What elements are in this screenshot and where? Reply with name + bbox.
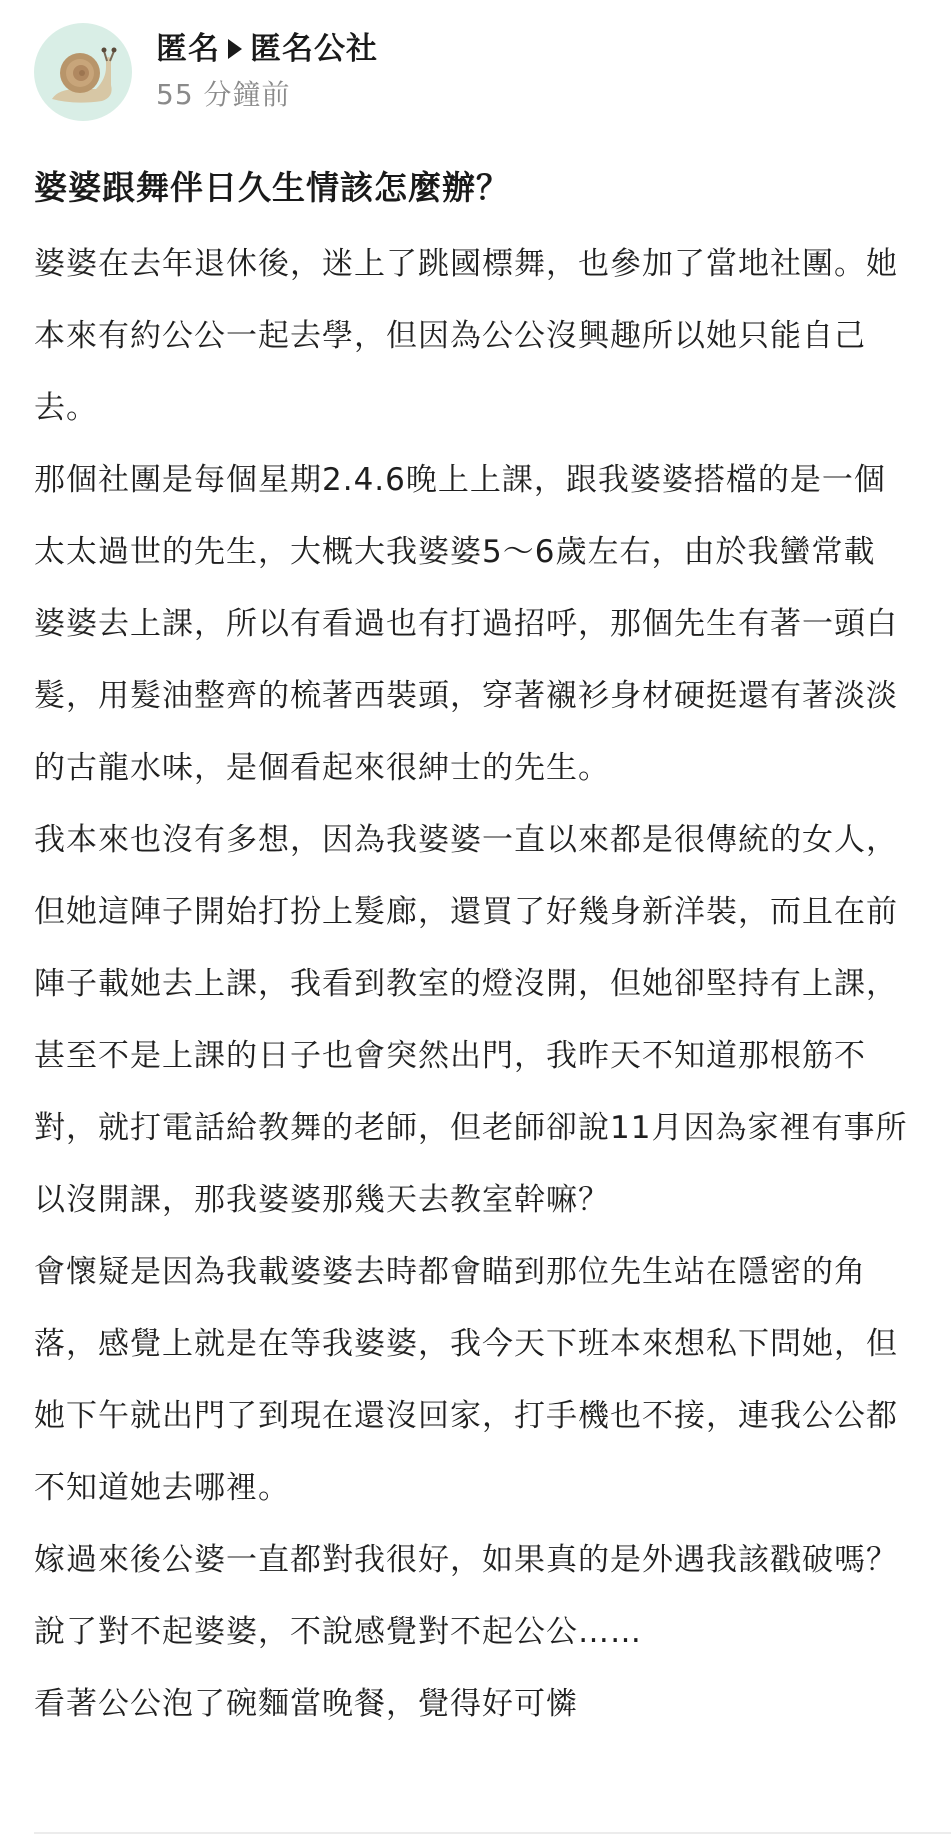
- body-line: 不知道她去哪裡。: [34, 1470, 290, 1506]
- body-line: 婆婆在去年退休後，迷上了跳國標舞，也參加了當地社團。她: [34, 246, 898, 282]
- body-line: 她下午就出門了到現在還沒回家，打手機也不接，連我公公都: [34, 1398, 898, 1434]
- play-arrow-icon: [228, 39, 242, 59]
- author-line: [156, 29, 378, 69]
- body-line: 去。: [34, 390, 98, 426]
- body-line: 那個社團是每個星期2.4.6晚上上課，跟我婆婆搭檔的是一個: [34, 462, 886, 498]
- body-line: 落，感覺上就是在等我婆婆，我今天下班本來想私下問她，但: [34, 1326, 898, 1362]
- body-line: 以沒開課，那我婆婆那幾天去教室幹嘛？: [34, 1182, 610, 1218]
- body-line: 對，就打電話給教舞的老師，但老師卻說11月因為家裡有事所: [34, 1110, 908, 1146]
- board-name[interactable]: 匿名公社: [250, 31, 378, 67]
- post-time: 55 分鐘前: [156, 78, 291, 111]
- snail-avatar-icon: [34, 23, 132, 121]
- divider: [34, 1832, 951, 1834]
- body-line: 陣子載她去上課，我看到教室的燈沒開，但她卻堅持有上課，: [34, 966, 898, 1002]
- body-line: 的古龍水味，是個看起來很紳士的先生。: [34, 750, 610, 786]
- post-title: 婆婆跟舞伴日久生情該怎麼辦？: [34, 168, 510, 207]
- body-line: 太太過世的先生，大概大我婆婆5～6歲左右，由於我蠻常載: [34, 534, 876, 570]
- avatar[interactable]: [34, 23, 132, 121]
- body-line: 嫁過來後公婆一直都對我很好，如果真的是外遇我該戳破嗎？: [34, 1542, 898, 1578]
- body-line: 會懷疑是因為我載婆婆去時都會瞄到那位先生站在隱密的角: [34, 1254, 866, 1290]
- body-line: 但她這陣子開始打扮上髮廊，還買了好幾身新洋裝，而且在前: [34, 894, 898, 930]
- body-line: 髮，用髮油整齊的梳著西裝頭，穿著襯衫身材硬挺還有著淡淡: [34, 678, 898, 714]
- body-line: 本來有約公公一起去學，但因為公公沒興趣所以她只能自己: [34, 318, 866, 354]
- post-meta: [156, 29, 378, 115]
- post-body: [34, 244, 934, 1756]
- body-line: 我本來也沒有多想，因為我婆婆一直以來都是很傳統的女人，: [34, 822, 898, 858]
- author-name[interactable]: 匿名: [156, 31, 220, 67]
- body-line: 說了對不起婆婆，不說感覺對不起公公……: [34, 1614, 642, 1650]
- body-line: 婆婆去上課，所以有看過也有打過招呼，那個先生有著一頭白: [34, 606, 898, 642]
- body-line: 看著公公泡了碗麵當晚餐，覺得好可憐: [34, 1686, 578, 1722]
- body-line: 甚至不是上課的日子也會突然出門，我昨天不知道那根筋不: [34, 1038, 866, 1074]
- post-header: [34, 22, 378, 122]
